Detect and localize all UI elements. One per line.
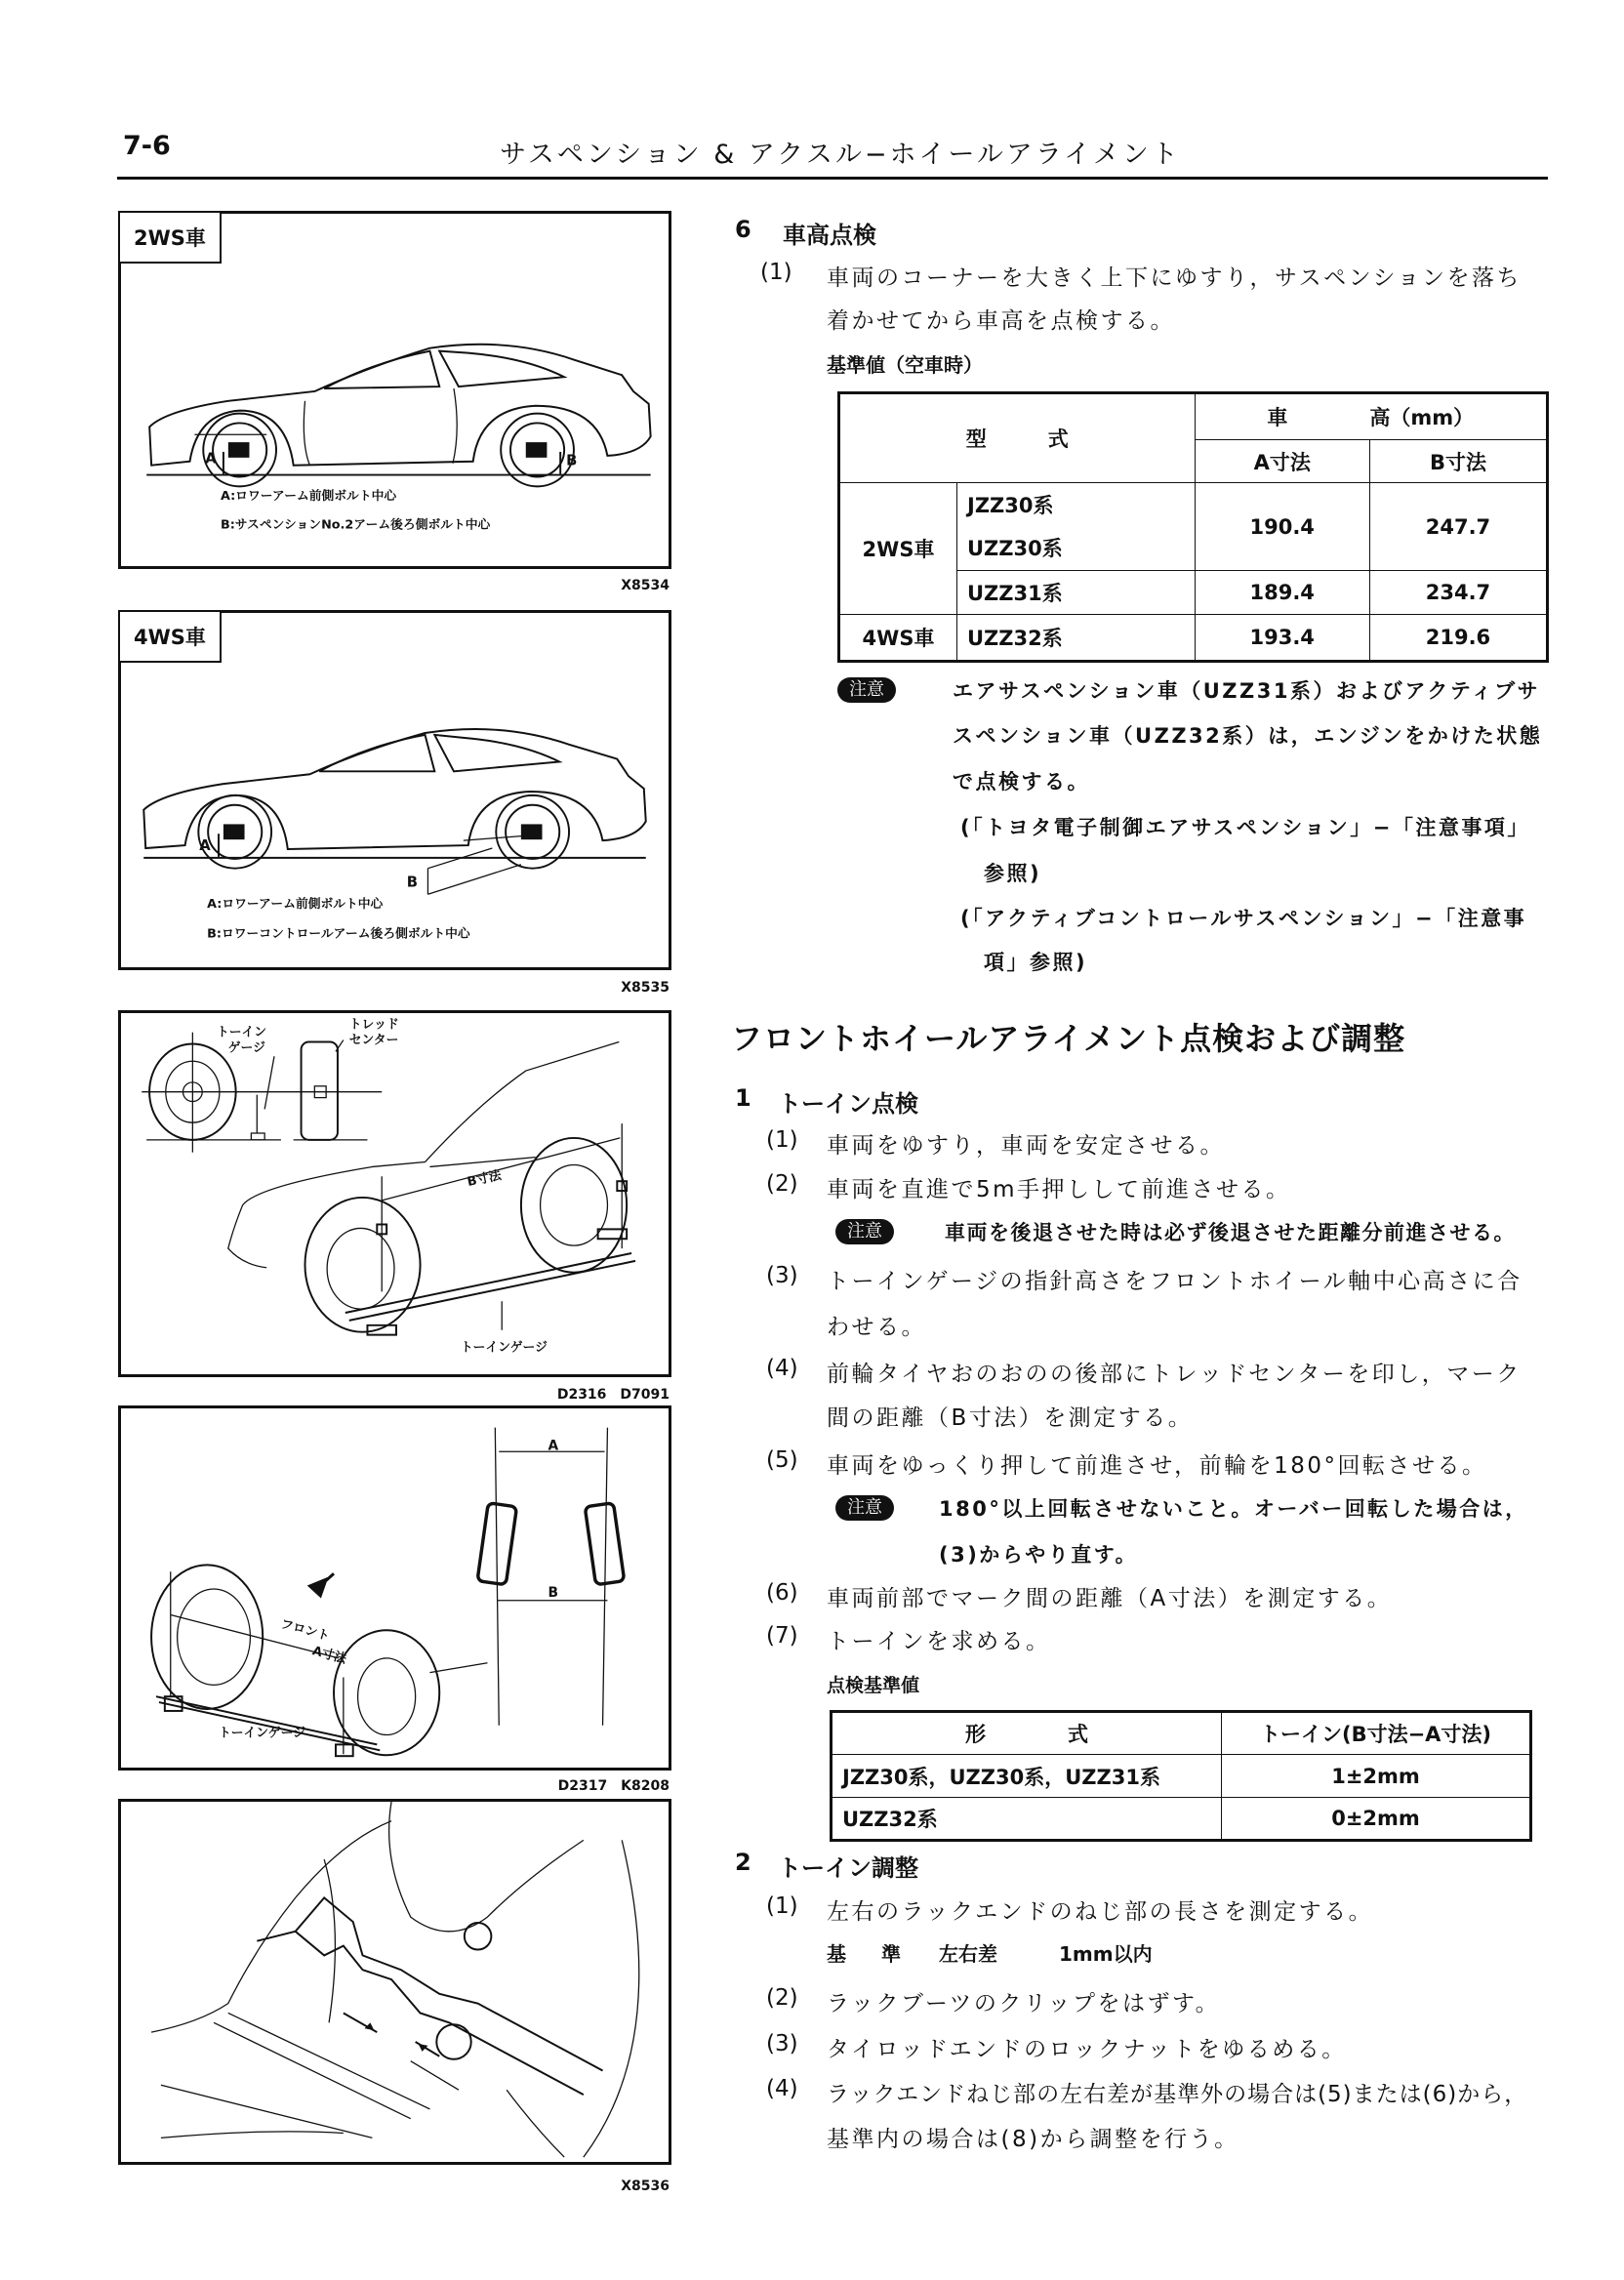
step-number: (5) — [766, 1447, 798, 1473]
a-value: 189.4 — [1195, 571, 1369, 615]
header-toe-in: トーイン(B寸法−A寸法) — [1222, 1712, 1531, 1755]
header-model: 形 式 — [832, 1712, 1222, 1755]
figure-4ws-ride-height — [118, 610, 671, 970]
step-text: トーインゲージの指針高さをフロントホイール軸中心高さに合 — [827, 1269, 1522, 1294]
page-number: 7-6 — [123, 131, 171, 161]
rack-end-illustration — [121, 1802, 669, 2162]
figure-rack-end — [118, 1799, 671, 2165]
figure-toe-measurement — [118, 1405, 671, 1771]
step-text: 左右のラックエンドのねじ部の長さを測定する。 — [827, 1899, 1374, 1925]
header-rule — [117, 177, 1548, 180]
toe-value: 1±2mm — [1222, 1755, 1531, 1798]
standard-value: 1mm以内 — [1059, 1942, 1153, 1966]
label-a: A — [548, 1438, 559, 1454]
step-number: (7) — [766, 1623, 798, 1649]
b-value: 219.6 — [1369, 615, 1547, 662]
figure-label: 2WS車 — [118, 211, 222, 264]
step-text: 間の距離（B寸法）を測定する。 — [827, 1405, 1194, 1431]
reference-text: 項」参照) — [984, 951, 1088, 974]
step-number: (4) — [766, 1356, 798, 1381]
model-cell: UZZ32系 — [832, 1798, 1222, 1841]
label-toe-gauge-1: トーイン — [216, 1025, 267, 1040]
header-height: 車 高（mm） — [1195, 393, 1548, 440]
mark-b: B — [566, 452, 578, 469]
car-side-illustration-4ws — [121, 613, 669, 967]
group-cell: 4WS車 — [839, 615, 957, 662]
caution-badge: 注意 — [835, 1495, 894, 1521]
header-a-dimension: A寸法 — [1195, 440, 1369, 483]
a-value: 190.4 — [1195, 483, 1369, 571]
step-text: 前輪タイヤおのおのの後部にトレッドセンターを印し，マーク — [827, 1362, 1522, 1387]
step-text: 車両を直進で5m手押しして前進させる。 — [827, 1177, 1291, 1202]
toe-in-spec-table — [830, 1710, 1532, 1842]
model-cell: JZZ30系，UZZ30系，UZZ31系 — [832, 1755, 1222, 1798]
step-number: (4) — [766, 2076, 798, 2101]
spec-label: 点検基準値 — [827, 1675, 920, 1696]
step-text: トーインを求める。 — [827, 1629, 1051, 1654]
section-title: フロントホイールアライメント点検および調整 — [731, 1020, 1406, 1057]
caution-text: エアサスペンション車（UZZ31系）およびアクティブサ — [953, 679, 1541, 703]
table-row — [832, 1755, 1531, 1798]
table-row — [832, 1798, 1531, 1841]
step-number: (2) — [766, 1985, 798, 2011]
step-text: 車両をゆっくり押して前進させ，前輪を180°回転させる。 — [827, 1453, 1487, 1479]
step-number: (6) — [766, 1580, 798, 1606]
standard-item: 左右差 — [939, 1942, 997, 1966]
step-text: わせる。 — [827, 1315, 926, 1340]
caption-a: A:ロワーアーム前側ボルト中心 — [220, 489, 397, 505]
reference-text: 参照) — [984, 862, 1042, 885]
label-tread-center-2: センター — [348, 1033, 399, 1048]
caution-text: (3)からやり直す。 — [939, 1543, 1139, 1567]
caption-b: B:サスペンションNo.2アーム後ろ側ボルト中心 — [220, 517, 491, 533]
reference-text: (「トヨタ電子制御エアサスペンション」−「注意事項」 — [960, 816, 1530, 839]
figure-toe-gauge-setup — [118, 1010, 671, 1377]
table-row — [839, 483, 1548, 571]
model-cell — [957, 483, 1196, 571]
step-text: 車両をゆすり，車両を安定させる。 — [827, 1133, 1225, 1159]
subsection-heading: トーイン点検 — [778, 1090, 918, 1118]
caption-a: A:ロワーアーム前側ボルト中心 — [207, 897, 384, 913]
label-front: フロント — [278, 1616, 332, 1645]
step-text: ラックブーツのクリップをはずす。 — [827, 1991, 1221, 2016]
step-number: (3) — [766, 1263, 798, 1288]
table-row — [839, 615, 1548, 662]
standard-label: 基 準 — [827, 1942, 909, 1966]
label-b: B — [548, 1584, 558, 1601]
label-b-dimension: B寸法 — [466, 1168, 504, 1191]
subsection-number: 1 — [735, 1084, 751, 1112]
toe-gauge-illustration — [121, 1013, 669, 1374]
spec-label: 基準値（空車時） — [827, 353, 983, 377]
toe-value: 0±2mm — [1222, 1798, 1531, 1841]
section-heading: 車高点検 — [783, 222, 876, 249]
figure-code: X8536 — [621, 2178, 670, 2194]
model-name: UZZ31系 — [957, 571, 1196, 615]
page-header-title: サスペンション & アクスル−ホイールアライメント — [500, 140, 1181, 170]
car-side-illustration-2ws — [121, 214, 669, 566]
figure-2ws-ride-height — [118, 211, 671, 569]
step-number: (2) — [766, 1171, 798, 1197]
subsection-number: 2 — [735, 1849, 751, 1876]
b-value: 247.7 — [1369, 483, 1547, 571]
label-toe-gauge: トーインゲージ — [218, 1726, 305, 1741]
header-b-dimension: B寸法 — [1369, 440, 1547, 483]
figure-code: D2316 D7091 — [556, 1387, 670, 1403]
caution-badge: 注意 — [835, 1219, 894, 1244]
label-toe-gauge: トーインゲージ — [460, 1340, 548, 1356]
step-text: ラックエンドねじ部の左右差が基準外の場合は(5)または(6)から， — [827, 2082, 1528, 2107]
step-number: (1) — [766, 1893, 798, 1919]
label-a-dimension: A寸法 — [310, 1644, 348, 1667]
caution-text: で点検する。 — [953, 770, 1090, 794]
caution-text: 車両を後退させた時は必ず後退させた距離分前進させる。 — [945, 1221, 1516, 1244]
label-tread-center-1: トレッド — [348, 1017, 399, 1033]
model-name: UZZ32系 — [957, 615, 1196, 662]
header-model: 型 式 — [839, 393, 1196, 483]
model-name: JZZ30系 — [967, 493, 1054, 517]
group-cell: 2WS車 — [839, 483, 957, 615]
caution-text: スペンション車（UZZ32系）は，エンジンをかけた状態 — [953, 724, 1543, 748]
subsection-heading: トーイン調整 — [778, 1854, 918, 1882]
step-text: 車両前部でマーク間の距離（A寸法）を測定する。 — [827, 1586, 1393, 1611]
step-number: (1) — [760, 260, 792, 285]
a-value: 193.4 — [1195, 615, 1369, 662]
step-text: タイロッドエンドのロックナットをゆるめる。 — [827, 2037, 1347, 2062]
caution-text: 180°以上回転させないこと。オーバー回転した場合は， — [939, 1497, 1528, 1521]
caption-b: B:ロワーコントロールアーム後ろ側ボルト中心 — [207, 926, 470, 942]
b-value: 234.7 — [1369, 571, 1547, 615]
step-number: (1) — [766, 1127, 798, 1153]
figure-code: D2317 K8208 — [557, 1778, 670, 1794]
step-text: 基準内の場合は(8)から調整を行う。 — [827, 2127, 1239, 2152]
mark-a: A — [205, 450, 217, 468]
caution-badge: 注意 — [837, 677, 896, 703]
section-number: 6 — [735, 216, 751, 243]
model-name: UZZ30系 — [967, 536, 1063, 560]
figure-code: X8535 — [621, 980, 670, 996]
step-text: 車両のコーナーを大きく上下にゆすり，サスペンションを落ち — [827, 265, 1522, 291]
toe-measurement-illustration — [121, 1408, 669, 1768]
label-toe-gauge-2: ゲージ — [227, 1040, 265, 1056]
reference-text: (「アクティブコントロールサスペンション」−「注意事 — [960, 907, 1527, 930]
figure-code: X8534 — [621, 578, 670, 593]
mark-b: B — [406, 874, 419, 891]
ride-height-table — [837, 391, 1549, 663]
step-number: (3) — [766, 2031, 798, 2056]
mark-a: A — [199, 836, 211, 854]
step-text: 着かせてから車高を点検する。 — [827, 308, 1175, 334]
figure-label: 4WS車 — [118, 610, 222, 663]
